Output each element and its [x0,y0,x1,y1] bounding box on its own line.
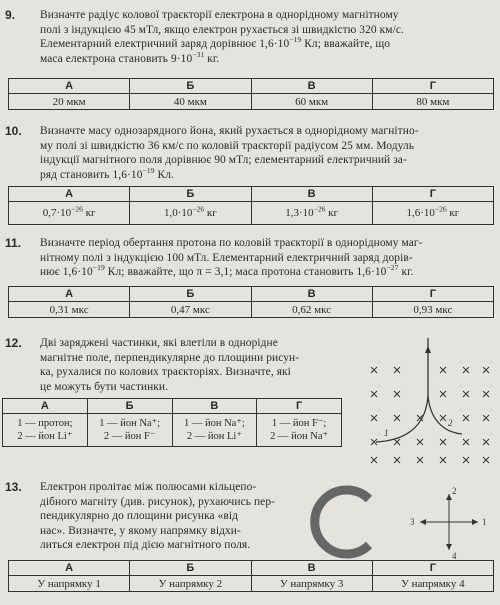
direction-2-label: 2 [452,486,457,496]
question-number: 12. [5,336,22,350]
header-b: Б [130,561,251,576]
answer-b[interactable]: 1 — йон Na⁺; 2 — йон F⁻ [87,414,172,447]
header-v: В [251,79,372,94]
answer-b[interactable]: $1,0\cdot 10^{-26}$ кг [130,202,251,225]
field-cross-marks [371,367,489,463]
trajectory-1-label: 1 [384,428,389,438]
question-text: Визначте масу однозарядного йона, який рухається в однорідному магнітно- му полі зі швидкістю 36 км/с по коловій траєкторії радіусом 25 мм. Модуль індукції магнітного поля дорівнює 90 мТл; елементарний електричний за- ряд становить $1,6\cdot 10^{-19}$ Кл. [40,125,419,181]
question-number: 9. [5,8,16,22]
header-v: В [172,399,257,414]
trajectory-2-label: 2 [448,418,453,428]
header-a: А [9,287,130,302]
answer-v[interactable]: 1 — йон Na⁺; 2 — йон Li⁺ [172,414,257,447]
answer-table [8,286,494,318]
question-text: Визначте радіус колової траєкторії електрона в однорідному магнітному полі з індукцією 45 мТл, якщо електрон рухається зі швидкістю 320 км/с. Елементарний електричний заряд дорівнює $1,6\cdot 10^{-19}$ Кл; вважайте, що маса електрона становить $9\cdot 10^{-31}$ кг. [40,9,404,65]
answer-a[interactable]: У напрямку 1 [9,576,130,592]
answer-g[interactable]: 1 — йон F⁻; 2 — йон Na⁺ [257,414,342,447]
arrow-3-icon [420,519,426,525]
answer-g[interactable]: $1,6\cdot 10^{-26}$ кг [372,202,493,225]
answer-b[interactable]: 0,47 мкс [130,302,251,318]
header-v: В [251,561,372,576]
answer-v[interactable]: 60 мкм [251,94,372,110]
arrow-1-icon [472,519,478,525]
header-b: Б [130,187,251,202]
header-v: В [251,187,372,202]
header-g: Г [372,287,493,302]
answer-b[interactable]: У напрямку 2 [130,576,251,592]
header-b: Б [130,287,251,302]
header-b: Б [87,399,172,414]
answer-g[interactable]: 80 мкм [372,94,493,110]
header-a: А [9,187,130,202]
answer-a[interactable]: 1 — протон; 2 — йон Li⁺ [3,414,88,447]
answer-g[interactable]: 0,93 мкс [372,302,493,318]
magnetic-field-figure [362,338,494,466]
question-number: 13. [5,480,22,494]
answer-b[interactable]: 40 мкм [130,94,251,110]
header-b: Б [130,79,251,94]
answer-v[interactable]: 0,62 мкс [251,302,372,318]
arrow-4-icon [446,544,452,550]
answer-table [8,560,494,592]
header-g: Г [257,399,342,414]
direction-4-label: 4 [452,551,457,561]
header-v: В [251,287,372,302]
header-g: Г [372,187,493,202]
answer-a[interactable]: 20 мкм [9,94,130,110]
ring-magnet [315,490,369,554]
answer-table [8,78,494,110]
answer-table [8,186,494,225]
answer-g[interactable]: У напрямку 4 [372,576,493,592]
answer-table [2,398,342,447]
header-a: А [9,79,130,94]
answer-a[interactable]: $0,7\cdot 10^{-26}$ кг [9,202,130,225]
header-g: Г [372,561,493,576]
answer-a[interactable]: 0,31 мкс [9,302,130,318]
header-a: А [9,561,130,576]
direction-1-label: 1 [482,517,487,527]
answer-v[interactable]: У напрямку 3 [251,576,372,592]
header-a: А [3,399,88,414]
header-g: Г [372,79,493,94]
answer-v[interactable]: $1,3\cdot 10^{-26}$ кг [251,202,372,225]
question-text: Дві заряджені частинки, які влетіли в однорідне магнітне поле, перпендикулярне до площини рисун- ка, рухалися по колових траєкторіях. Визначте, які це можуть бути частинки. [40,337,300,393]
ring-magnet-figure [300,484,495,562]
question-number: 11. [5,236,22,250]
question-number: 10. [5,124,22,138]
direction-3-label: 3 [410,517,415,527]
entry-arrow [425,346,431,353]
question-text: Визначте період обертання протона по коловій траєкторії в однорідному маг- нітному полі з індукцією 100 мТл. Елементарний електричний заряд дорів- нює $1,6\cdot 10^{-19}$ Кл; вважайте, що π = 3,1; маса протона становить $1,6\cdot 10^{-27}$ кг. [40,237,423,279]
question-text: Електрон пролітає між полюсами кільцепо- дібного магніту (див. рисунок), рухаючись пер- пендикулярно до площини рисунка «від нас». Визначте, у якому напрямку відхи- литься електрон під дією магнітного поля. [40,481,276,552]
trajectory-2 [428,396,462,434]
